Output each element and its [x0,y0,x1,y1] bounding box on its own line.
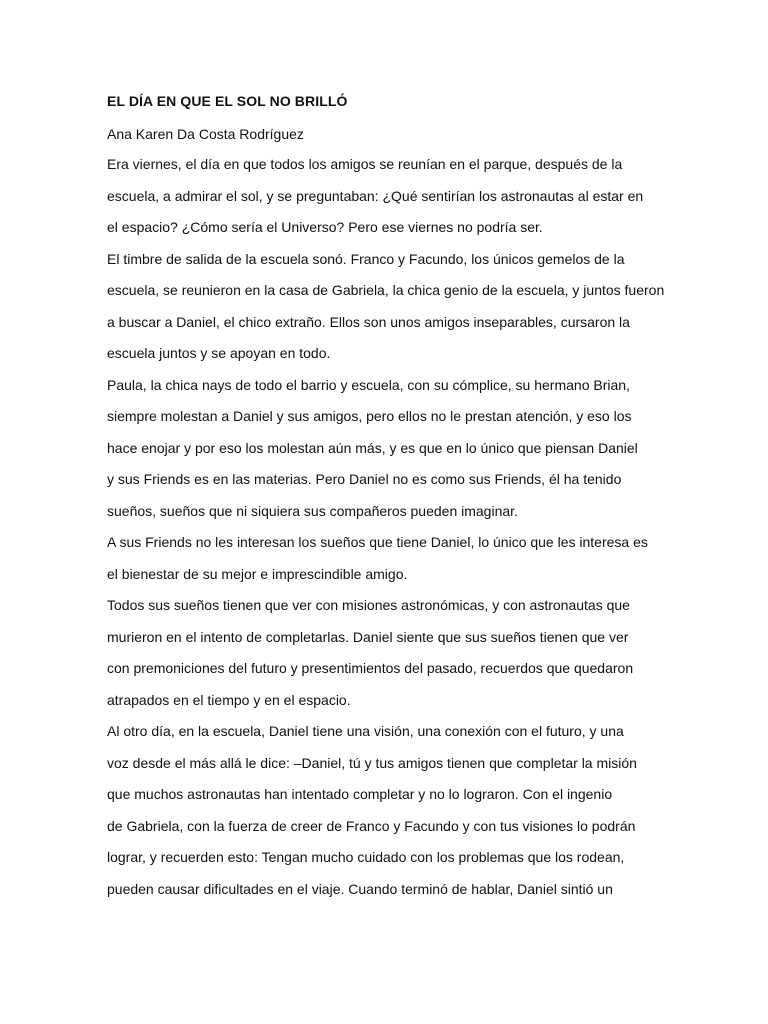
body-line: el espacio? ¿Cómo sería el Universo? Pero ese viernes no podría ser. [107,219,543,235]
body-line: escuela juntos y se apoyan en todo. [107,345,331,361]
body-line: El timbre de salida de la escuela sonó. Franco y Facundo, los únicos gemelos de la [107,250,625,267]
body-line: Al otro día, en la escuela, Daniel tiene una visión, una conexión con el futuro, y una [107,723,624,739]
body-line: Paula, la chica nays de todo el barrio y escuela, con su cómplice, su hermano Brian, [107,376,630,393]
document-body [107,154,707,910]
body-line: lograr, y recuerden esto: Tengan mucho cuidado con los problemas que los rodean, [107,849,625,865]
body-line: escuela, se reunieron en la casa de Gabriela, la chica genio de la escuela, y juntos fueron [107,282,665,298]
body-line: con premoniciones del futuro y presentimientos del pasado, recuerdos que quedaron [107,660,634,676]
document-title: EL DÍA EN QUE EL SOL NO BRILLÓ [107,93,348,109]
body-line: Era viernes, el día en que todos los amigos se reunían en el parque, después de la [107,156,623,172]
body-line: voz desde el más allá le dice: –Daniel, tú y tus amigos tienen que completar la misión [107,754,637,771]
body-line: sueños, sueños que ni siquiera sus compañeros pueden imaginar. [107,502,518,519]
body-line: hace enojar y por eso los molestan aún más, y es que en lo único que piensan Daniel [107,439,638,456]
body-line: pueden causar dificultades en el viaje. Cuando terminó de hablar, Daniel sintió un [107,880,613,897]
body-line: escuela, a admirar el sol, y se preguntaban: ¿Qué sentirían los astronautas al estar en [107,187,644,204]
body-line: el bienestar de su mejor e imprescindible amigo. [107,565,408,582]
body-line: murieron en el intento de completarlas. Daniel siente que sus sueños tienen que ver [107,628,629,645]
body-line: atrapados en el tiempo y en el espacio. [107,691,351,708]
body-line: siempre molestan a Daniel y sus amigos, pero ellos no le prestan atención, y eso los [107,408,632,424]
body-line: A sus Friends no les interesan los sueños que tiene Daniel, lo único que les interesa es [107,534,648,550]
body-line: a buscar a Daniel, el chico extraño. Ellos son unos amigos inseparables, cursaron la [107,313,630,330]
body-line: de Gabriela, con la fuerza de creer de Franco y Facundo y con tus visiones lo podrán [107,817,636,834]
body-line: que muchos astronautas han intentado completar y no lo lograron. Con el ingenio [107,786,613,802]
document-author: Ana Karen Da Costa Rodríguez [107,126,304,142]
body-line: y sus Friends es en las materias. Pero Daniel no es como sus Friends, él ha tenido [107,471,622,487]
body-line: Todos sus sueños tienen que ver con misiones astronómicas, y con astronautas que [107,597,630,613]
